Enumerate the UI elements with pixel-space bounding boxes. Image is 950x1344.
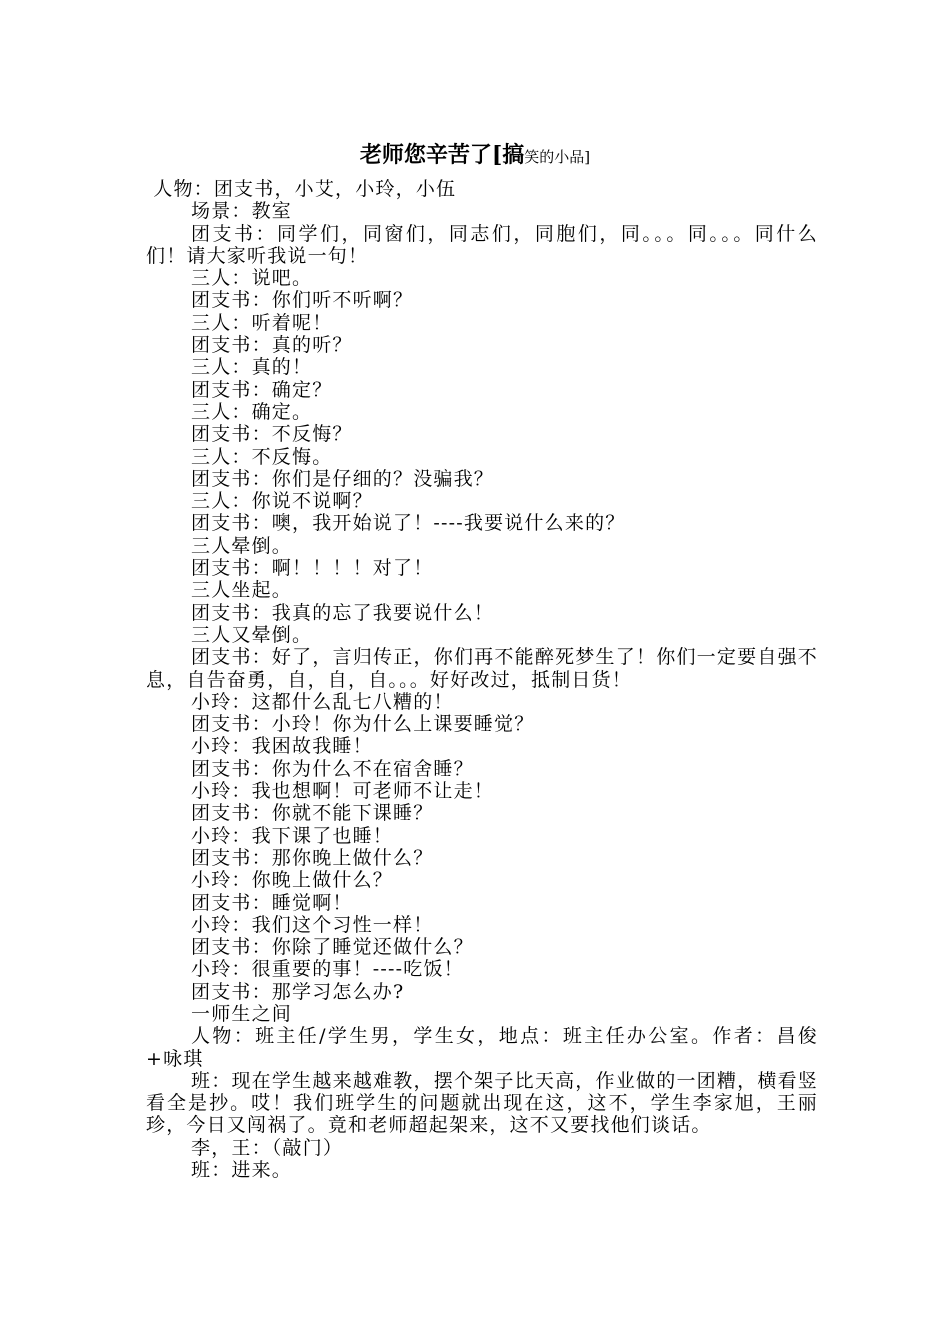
script-line: 团支书：小玲！你为什么上课要睡觉？	[191, 713, 535, 736]
script-line: 三人：确定。	[191, 400, 313, 423]
script-line: 小玲：这都什么乱七八糟的！	[191, 690, 454, 713]
script-line: 团支书：确定？	[191, 378, 333, 401]
script-body	[146, 178, 818, 1181]
script-line: 三人：不反悔。	[191, 445, 333, 468]
script-line: 三人：你说不说啊？	[191, 490, 373, 513]
script-line: 小玲：我下课了也睡！	[191, 824, 394, 847]
script-line: 团支书：你就不能下课睡？	[191, 802, 434, 825]
script-line: 团支书：好了，言归传正，你们再不能醉死梦生了！你们一定要自强不息，自告奋勇，自，自，自。。。好好改过，抵制日货！	[146, 646, 818, 691]
script-line: 团支书：你为什么不在宿舍睡？	[191, 757, 474, 780]
script-line: 三人：说吧。	[191, 267, 313, 290]
script-line: 人物：团支书，小艾，小玲，小伍	[146, 178, 457, 200]
script-line: 三人又晕倒。	[191, 623, 313, 646]
script-line: 小玲：我困故我睡！	[191, 735, 373, 758]
script-line: 团支书：不反悔？	[191, 423, 353, 446]
script-line: 班：现在学生越来越难教，摆个架子比天高，作业做的一团糟，横看竖看全是抄。哎！我们班学生的问题就出现在这，这不，学生李家旭，王丽珍，今日又闯祸了。竟和老师超起架来，这不又要找他们谈话。	[146, 1069, 818, 1137]
script-line: 团支书：你们是仔细的？没骗我？	[191, 467, 495, 490]
script-line: 小玲：很重要的事！----吃饭！	[191, 958, 464, 981]
script-line: 团支书：你除了睡觉还做什么？	[191, 936, 474, 959]
script-line: 团支书：啊！！！！对了！	[191, 557, 434, 580]
script-line: 团支书：那学习怎么办?	[191, 980, 405, 1003]
script-line: 李，王：（敲门）	[191, 1136, 344, 1159]
title-main: 老师您辛苦了[搞	[359, 142, 525, 168]
script-line: 三人：真的！	[191, 356, 313, 379]
script-line: 团支书：我真的忘了我要说什么！	[191, 601, 495, 624]
script-line: 团支书：你们听不听啊？	[191, 289, 414, 312]
script-line: 三人晕倒。	[191, 534, 293, 557]
script-line: 团支书：真的听？	[191, 334, 353, 357]
script-line: 团支书：那你晚上做什么？	[191, 846, 434, 869]
script-line: 三人：听着呢！	[191, 311, 333, 334]
script-line: 小玲：我们这个习性一样！	[191, 913, 434, 936]
script-line: 团支书：同学们，同窗们，同志们，同胞们，同。。。同。。。同什么们！请大家听我说一句！	[146, 222, 818, 267]
script-line: 三人坐起。	[191, 579, 293, 602]
script-line: 一师生之间	[191, 1002, 293, 1025]
script-line: 人物：班主任/学生男，学生女，地点：班主任办公室。作者：昌俊+咏琪	[146, 1025, 818, 1070]
script-line: 小玲：我也想啊！可老师不让走！	[191, 780, 495, 803]
document-title	[0, 138, 950, 169]
script-line: 场景：教室	[191, 200, 293, 223]
title-suffix: 笑的小品]	[524, 148, 591, 166]
script-line: 团支书：噢，我开始说了！----我要说什么来的？	[191, 512, 626, 535]
script-line: 班：进来。	[191, 1159, 293, 1182]
script-line: 团支书：睡觉啊！	[191, 891, 353, 914]
script-line: 小玲：你晚上做什么？	[191, 869, 394, 892]
